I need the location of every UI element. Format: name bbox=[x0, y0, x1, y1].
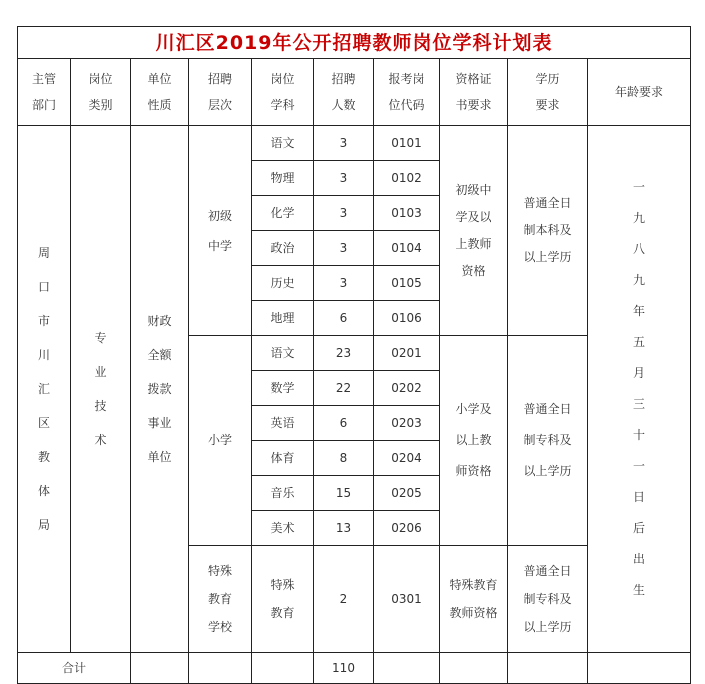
count-cell: 13 bbox=[314, 511, 374, 546]
table-row bbox=[18, 126, 691, 161]
code-cell: 0203 bbox=[374, 406, 440, 441]
empty-cell bbox=[374, 653, 440, 684]
subject-cell: 英语 bbox=[252, 406, 314, 441]
header-age: 年龄要求 bbox=[588, 59, 691, 126]
code-special: 0301 bbox=[374, 546, 440, 653]
edu-special: 普通全日制专科及以上学历 bbox=[523, 564, 572, 634]
header-post-type: 岗位类别 bbox=[88, 72, 113, 112]
header-subject: 岗位学科 bbox=[270, 72, 295, 112]
header-count: 招聘人数 bbox=[331, 72, 356, 112]
code-cell: 0105 bbox=[374, 266, 440, 301]
header-dept: 主管部门 bbox=[31, 72, 56, 112]
cert-primary: 小学及以上教师资格 bbox=[455, 402, 492, 478]
unit-nature-cell: 财政全额拨款事业单位 bbox=[147, 314, 172, 464]
subject-cell: 历史 bbox=[252, 266, 314, 301]
code-cell: 0202 bbox=[374, 371, 440, 406]
count-cell: 15 bbox=[314, 476, 374, 511]
count-cell: 6 bbox=[314, 301, 374, 336]
code-cell: 0204 bbox=[374, 441, 440, 476]
count-cell: 3 bbox=[314, 161, 374, 196]
code-cell: 0201 bbox=[374, 336, 440, 371]
count-cell: 3 bbox=[314, 231, 374, 266]
subject-cell: 物理 bbox=[252, 161, 314, 196]
subject-cell: 语文 bbox=[252, 336, 314, 371]
page-title: 川汇区2019年公开招聘教师岗位学科计划表 bbox=[18, 27, 691, 59]
subject-special: 特殊教育 bbox=[270, 578, 295, 620]
subject-cell: 政治 bbox=[252, 231, 314, 266]
post-type-cell: 专业技术 bbox=[94, 331, 107, 447]
count-cell: 3 bbox=[314, 266, 374, 301]
header-row bbox=[18, 59, 691, 126]
dept-cell: 周口市川汇区教体局 bbox=[37, 246, 50, 532]
title-row bbox=[18, 27, 691, 59]
recruitment-plan-table bbox=[17, 26, 691, 684]
subject-cell: 音乐 bbox=[252, 476, 314, 511]
empty-cell bbox=[252, 653, 314, 684]
header-code: 报考岗位代码 bbox=[388, 72, 425, 112]
count-cell: 3 bbox=[314, 196, 374, 231]
empty-cell bbox=[588, 653, 691, 684]
subject-cell: 化学 bbox=[252, 196, 314, 231]
count-special: 2 bbox=[314, 546, 374, 653]
empty-cell bbox=[440, 653, 508, 684]
count-cell: 3 bbox=[314, 126, 374, 161]
subject-cell: 美术 bbox=[252, 511, 314, 546]
recruitment-plan-table-container bbox=[17, 26, 690, 678]
empty-cell bbox=[131, 653, 189, 684]
subject-cell: 数学 bbox=[252, 371, 314, 406]
total-label: 合计 bbox=[18, 653, 131, 684]
code-cell: 0205 bbox=[374, 476, 440, 511]
total-count: 110 bbox=[314, 653, 374, 684]
count-cell: 6 bbox=[314, 406, 374, 441]
subject-cell: 地理 bbox=[252, 301, 314, 336]
total-row bbox=[18, 653, 691, 684]
code-cell: 0104 bbox=[374, 231, 440, 266]
header-cert: 资格证书要求 bbox=[455, 72, 492, 112]
code-cell: 0102 bbox=[374, 161, 440, 196]
level-primary: 小学 bbox=[189, 336, 252, 546]
edu-junior: 普通全日制本科及以上学历 bbox=[523, 196, 572, 264]
header-unit-nature: 单位性质 bbox=[147, 72, 172, 112]
level-special: 特殊教育学校 bbox=[207, 564, 232, 634]
code-cell: 0206 bbox=[374, 511, 440, 546]
empty-cell bbox=[508, 653, 588, 684]
empty-cell bbox=[189, 653, 252, 684]
cert-special: 特殊教育教师资格 bbox=[449, 578, 498, 620]
header-edu: 学历要求 bbox=[535, 72, 560, 112]
cert-junior: 初级中学及以上教师资格 bbox=[455, 182, 492, 278]
header-level: 招聘层次 bbox=[207, 72, 232, 112]
subject-cell: 语文 bbox=[252, 126, 314, 161]
level-junior: 初级中学 bbox=[207, 208, 232, 253]
code-cell: 0103 bbox=[374, 196, 440, 231]
code-cell: 0106 bbox=[374, 301, 440, 336]
code-cell: 0101 bbox=[374, 126, 440, 161]
age-cell: 一九八九年五月三十一日后出生 bbox=[633, 180, 646, 597]
count-cell: 23 bbox=[314, 336, 374, 371]
count-cell: 22 bbox=[314, 371, 374, 406]
edu-primary: 普通全日制专科及以上学历 bbox=[523, 402, 572, 478]
count-cell: 8 bbox=[314, 441, 374, 476]
subject-cell: 体育 bbox=[252, 441, 314, 476]
